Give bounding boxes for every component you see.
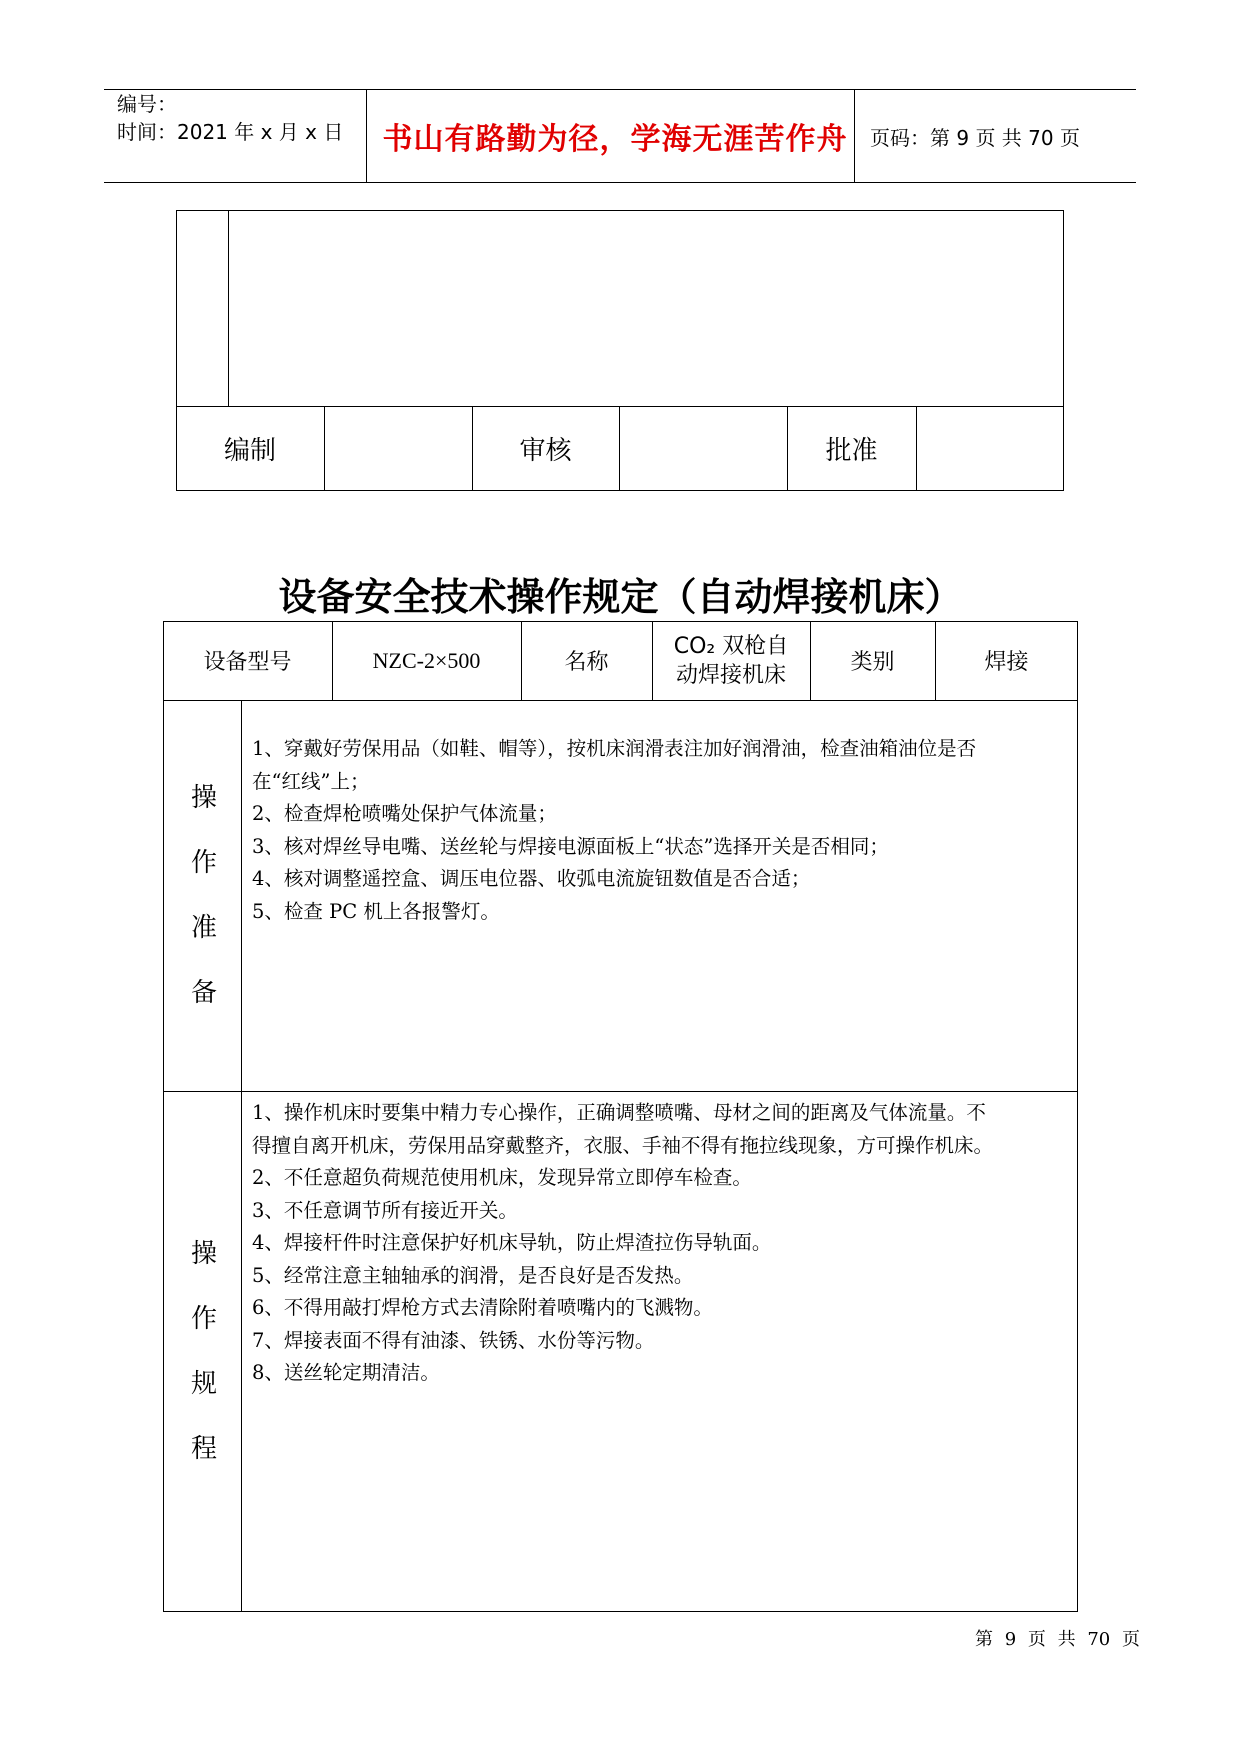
procedure-char: 作	[190, 1304, 217, 1334]
header-meta	[117, 90, 343, 146]
document-time-label: 时间：2021 年 x 月 x 日	[117, 120, 344, 144]
page-footer: 第 9 页 共 70 页	[975, 1629, 1140, 1650]
name-value-line1: CO₂ 双枪自	[673, 633, 789, 659]
procedure-line: 2、不任意超负荷规范使用机床，发现异常立即停车检查。	[252, 1166, 752, 1189]
model-value: NZC-2×500	[372, 647, 481, 673]
preparation-line: 4、核对调整遥控盒、调压电位器、收弧电流旋钮数值是否合适；	[252, 867, 811, 890]
name-label: 名称	[564, 650, 609, 675]
procedure-line: 1、操作机床时要集中精力专心操作，正确调整喷嘴、母材之间的距离及气体流量。不	[252, 1101, 986, 1124]
procedure-line: 3、不任意调节所有接近开关。	[252, 1198, 518, 1222]
procedure-line: 8、送丝轮定期清洁。	[252, 1361, 440, 1384]
signoff-approve-label: 批准	[825, 436, 878, 466]
document-title: 设备安全技术操作规定（自动焊接机床）	[278, 575, 963, 619]
signoff-compile-label: 编制	[223, 436, 276, 466]
header-page-indicator: 页码：第 9 页 共 70 页	[870, 126, 1080, 150]
preparation-line: 3、核对焊丝导电嘴、送丝轮与焊接电源面板上“状态”选择开关是否相同；	[252, 834, 889, 858]
name-value-line2: 动焊接机床	[675, 662, 786, 688]
procedure-line: 7、焊接表面不得有油漆、铁锈、水份等污物。	[252, 1328, 655, 1352]
procedure-line: 得擅自离开机床，劳保用品穿戴整齐，衣服、手袖不得有拖拉线现象，方可操作机床。	[252, 1133, 994, 1157]
procedure-content	[252, 1097, 1072, 1390]
document-number-label: 编号：	[117, 92, 177, 116]
preparation-line: 1、穿戴好劳保用品（如鞋、帽等），按机床润滑表注加好润滑油，检查油箱油位是否	[252, 737, 977, 760]
category-label: 类别	[850, 650, 895, 675]
procedure-line: 6、不得用敲打焊枪方式去清除附着喷嘴内的飞溅物。	[252, 1296, 713, 1319]
signoff-compile-value	[324, 406, 472, 491]
signoff-review-value	[619, 406, 787, 491]
preparation-char: 作	[190, 848, 217, 878]
preparation-line: 5、检查 PC 机上各报警灯。	[252, 899, 500, 923]
procedure-char: 程	[190, 1434, 217, 1464]
signoff-review-label: 审核	[519, 436, 572, 466]
preparation-vertical-label	[165, 766, 243, 1026]
header-divider-left	[366, 89, 367, 182]
procedure-vertical-label	[165, 1222, 243, 1482]
name-value	[652, 621, 810, 700]
procedure-char: 规	[190, 1369, 217, 1399]
preparation-char: 准	[190, 913, 217, 943]
header-bottom-rule	[104, 182, 1136, 183]
model-label: 设备型号	[203, 650, 292, 675]
procedure-char: 操	[190, 1239, 217, 1269]
signoff-approve-value	[916, 406, 1064, 491]
preparation-line: 2、检查焊枪喷嘴处保护气体流量；	[252, 802, 557, 825]
procedure-line: 4、焊接杆件时注意保护好机床导轨，防止焊渣拉伤导轨面。	[252, 1231, 772, 1254]
preparation-content	[252, 733, 1072, 928]
category-value: 焊接	[984, 650, 1029, 675]
section-divider-rule	[163, 1091, 1078, 1092]
header-motto: 书山有路勤为径，学海无涯苦作舟	[382, 122, 848, 157]
preparation-char: 备	[190, 978, 217, 1008]
info-row-bottom-rule	[163, 700, 1078, 701]
preparation-char: 操	[190, 783, 217, 813]
preparation-line: 在“红线”上；	[252, 769, 370, 793]
signoff-side-column-rule	[228, 210, 229, 407]
procedure-line: 5、经常注意主轴轴承的润滑，是否良好是否发热。	[252, 1263, 694, 1287]
